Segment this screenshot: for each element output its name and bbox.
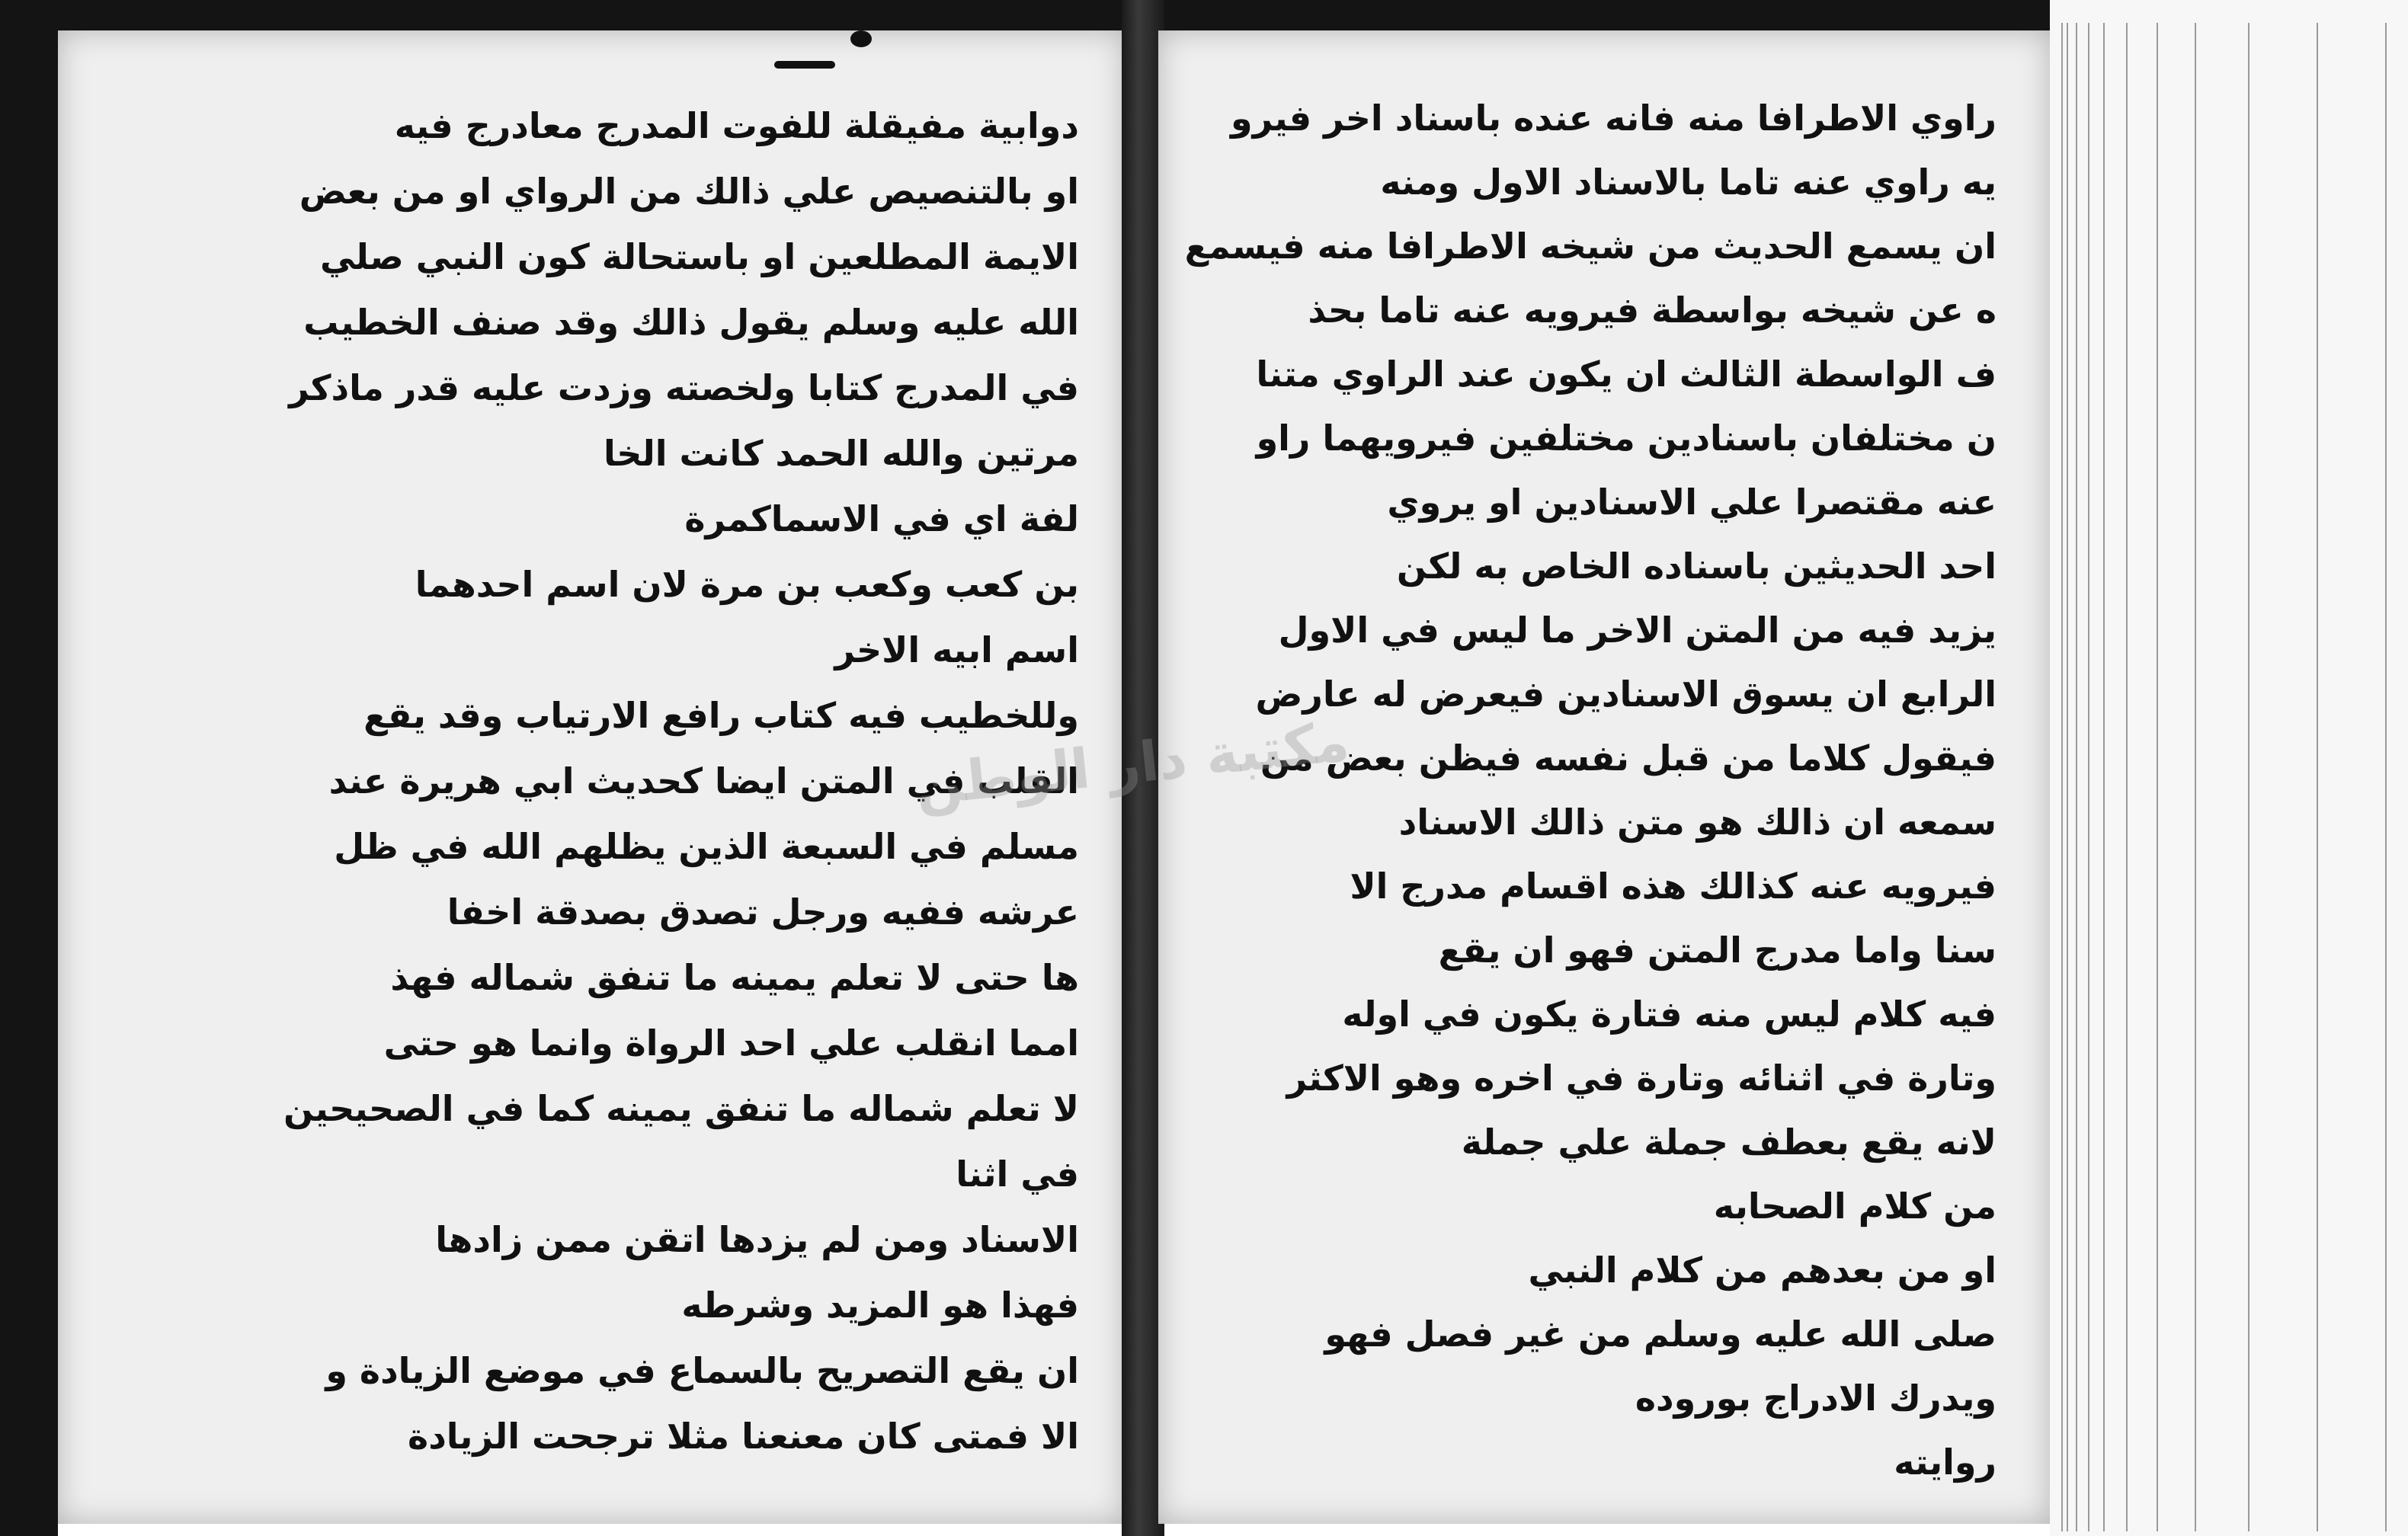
- right_page-line: ان يسمع الحديث من شيخه الاطرافا منه فيسمع: [1184, 226, 1997, 267]
- right_page-line: صلى الله عليه وسلم من غير فصل فهو: [1324, 1314, 1997, 1355]
- scan-border-top: [0, 0, 2057, 30]
- left_page-line: وللخطيب فيه كتاب رافع الارتياب وقد يقع: [363, 695, 1079, 736]
- left_page-line: الا فمتى كان معنعنا مثلا ترجحت الزيادة: [408, 1416, 1079, 1457]
- left_page-line: اسم ابيه الاخر: [834, 629, 1079, 670]
- left_page-line: بن كعب وكعب بن مرة لان اسم احدهما: [415, 564, 1079, 605]
- page-edge-line: [2248, 23, 2249, 1531]
- left_page-line: لفة اي في الاسماكمرة: [684, 498, 1079, 539]
- right_page-line: يزيد فيه من المتن الاخر ما ليس في الاول: [1278, 610, 1997, 651]
- right_page-line: روايته: [1894, 1442, 1997, 1483]
- right_page-line: احد الحديثين باسناده الخاص به لكن: [1396, 546, 1997, 587]
- left_page-line: دوابية مفيقلة للفوت المدرج معادرج فيه: [394, 105, 1079, 146]
- left_page-line: عرشه ففيه ورجل تصدق بصدقة اخفا: [447, 891, 1079, 933]
- page-edge-line: [2088, 23, 2089, 1531]
- left_page-line: لا تعلم شماله ما تنفق يمينه كما في الصحيحين: [283, 1088, 1079, 1129]
- left_page-line: مرتين والله الحمد كانت الخا: [604, 433, 1079, 474]
- left_page-line: او بالتنصيص علي ذالك من الرواي او من بعض: [299, 171, 1079, 212]
- left_page-line: امما انقلب علي احد الرواة وانما هو حتى: [383, 1022, 1079, 1064]
- page-edge-line: [2385, 23, 2387, 1531]
- right_page-line: ف الواسطة الثالث ان يكون عند الراوي متنا: [1256, 354, 1997, 395]
- page-edge-line: [2061, 23, 2063, 1531]
- right_page-line: ويدرك الادراج بوروده: [1635, 1378, 1997, 1419]
- left_page-line: فهذا هو المزيد وشرطه: [681, 1285, 1079, 1326]
- library-watermark: مكتبة دار الوطن: [912, 709, 1353, 818]
- page-edge-line: [2126, 23, 2128, 1531]
- left_page-line: ان يقع التصريح بالسماع في موضع الزيادة و: [325, 1350, 1079, 1391]
- right_page-line: سنا واما مدرج المتن فهو ان يقع: [1438, 930, 1997, 971]
- page-edge-line: [2067, 23, 2068, 1531]
- page-edge-line: [2317, 23, 2318, 1531]
- right_page-line: من كلام الصحابه: [1713, 1186, 1997, 1227]
- right_page-line: ه عن شيخه بواسطة فيرويه عنه تاما بحذ: [1308, 290, 1997, 331]
- page-edge-line: [2157, 23, 2158, 1531]
- right_page-line: عنه مقتصرا علي الاسنادين او يروي: [1387, 482, 1997, 523]
- right_page-line: وتارة في اثنائه وتارة في اخره وهو الاكثر: [1286, 1058, 1997, 1099]
- left_page-line: القلب في المتن ايضا كحديث ابي هريرة عند: [328, 760, 1079, 802]
- scan-border-left: [0, 0, 58, 1536]
- right_page-line: او من بعدهم من كلام النبي: [1528, 1250, 1997, 1291]
- right_page-line: سمعه ان ذالك هو متن ذالك الاسناد: [1398, 802, 1997, 843]
- left_page-line: في اثنا: [956, 1154, 1079, 1195]
- page-edge-line: [2076, 23, 2077, 1531]
- right_page-line: فيه كلام ليس منه فتارة يكون في اوله: [1342, 994, 1997, 1035]
- right_page-line: راوي الاطرافا منه فانه عنده باسناد اخر فيرو: [1231, 98, 1997, 139]
- left_page-line: الايمة المطلعين او باستحالة كون النبي صلي: [320, 236, 1079, 277]
- page-edge-line: [2103, 23, 2105, 1531]
- left_page-line: مسلم في السبعة الذين يظلهم الله في ظل: [334, 826, 1079, 867]
- right_page-line: يه راوي عنه تاما بالاسناد الاول ومنه: [1380, 162, 1997, 203]
- left_page-line: الله عليه وسلم يقول ذالك وقد صنف الخطيب: [303, 302, 1079, 343]
- right_page-line: فيقول كلاما من قبل نفسه فيظن بعض من: [1260, 738, 1997, 779]
- right_page-line: فيرويه عنه كذالك هذه اقسام مدرج الا: [1350, 866, 1997, 907]
- left_page-line: الاسناد ومن لم يزدها اتقن ممن زادها: [435, 1219, 1079, 1260]
- right_page-line: ن مختلفان باسنادين مختلفين فيرويهما راو: [1256, 418, 1997, 459]
- left_page-line: في المدرج كتابا ولخصته وزدت عليه قدر ماذكر: [289, 367, 1079, 408]
- right_page-line: لانه يقع بعطف جملة علي جملة: [1461, 1122, 1997, 1163]
- right_page-line: الرابع ان يسوق الاسنادين فيعرض له عارض: [1255, 674, 1997, 715]
- left_page-line: ها حتى لا تعلم يمينه ما تنفق شماله فهذ: [390, 957, 1079, 998]
- page-edge-line: [2195, 23, 2196, 1531]
